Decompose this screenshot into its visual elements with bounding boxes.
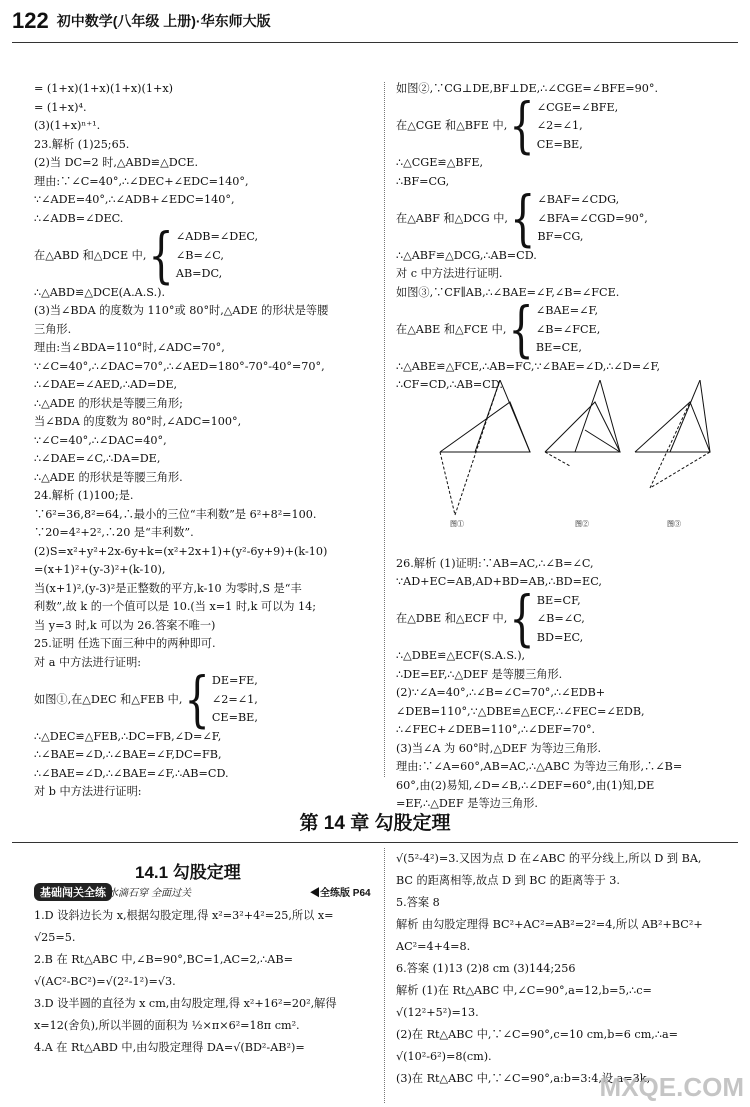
brace-item: BE=CF, bbox=[536, 593, 581, 607]
text-line: 3.D 设半圆的直径为 x cm,由勾股定理,得 x²+16²=20²,解得 bbox=[34, 997, 337, 1010]
brace-prefix: 在△DBE 和△ECF 中, bbox=[396, 612, 508, 625]
text-line: 当 y=3 时,k 可以为 26.答案不唯一) bbox=[34, 618, 216, 632]
text-line: 4.A 在 Rt△ABD 中,由勾股定理得 DA=√(BD²-AB²)= bbox=[34, 1041, 305, 1054]
text-line: ∴∠FEC+∠DEB=110°,∴∠DEF=70°. bbox=[396, 723, 596, 736]
text-line: BC 的距离相等,故点 D 到 BC 的距离等于 3. bbox=[396, 874, 620, 887]
brace-prefix: 如图①,在△DEC 和△FEB 中, bbox=[34, 692, 183, 706]
brace-prefix: 在△ABF 和△DCG 中, bbox=[396, 211, 508, 225]
brace-item: ∠B=∠FCE, bbox=[535, 322, 601, 336]
text-line: 如图③,∵CF∥AB,∴∠BAE=∠F,∠B=∠FCE. bbox=[396, 285, 620, 299]
text-line: ∴DE=EF,∴△DEF 是等腰三角形. bbox=[396, 667, 563, 681]
section-badge: 基础闯关全练 bbox=[34, 883, 112, 901]
text-line: ∴△DEC≌△FEB,∴DC=FB,∠D=∠F, bbox=[34, 729, 222, 743]
brace-item: ∠CGE=∠BFE, bbox=[536, 100, 619, 114]
brace-symbol: { bbox=[509, 584, 535, 654]
text-line: ∴∠BAE=∠D,∴∠BAE=∠F,∴AB=CD. bbox=[34, 766, 229, 780]
text-line: 25.证明 任选下面三种中的两种即可. bbox=[34, 637, 216, 650]
text-line: √(12²+5²)=13. bbox=[396, 1006, 479, 1019]
brace-item: ∠B=∠C, bbox=[536, 612, 585, 625]
brace-item: CE=BE, bbox=[536, 137, 583, 151]
text-line: (3)(1+x)ⁿ⁺¹. bbox=[34, 119, 101, 132]
brace-item: DE=FE, bbox=[211, 674, 258, 687]
text-line: 对 b 中方法进行证明: bbox=[34, 785, 142, 798]
column-divider bbox=[384, 82, 385, 777]
brace-symbol: { bbox=[508, 295, 534, 365]
left-column bbox=[34, 80, 370, 802]
text-line: 23.解析 (1)25;65. bbox=[34, 137, 130, 151]
congruence-brace bbox=[396, 295, 741, 365]
text-line: √(5²-4²)=3.又因为点 D 在∠ABC 的平分线上,所以 D 到 BA, bbox=[396, 852, 702, 865]
watermark-logo: MXQE.COM bbox=[599, 1072, 744, 1102]
text-line: 6.答案 (1)13 (2)8 cm (3)144;256 bbox=[396, 962, 576, 975]
text-line: √25=5. bbox=[34, 931, 76, 944]
text-line: 理由:当∠BDA=110°时,∠ADC=70°, bbox=[34, 341, 225, 354]
text-line: (2)当 DC=2 时,△ABD≌△DCE. bbox=[34, 156, 199, 169]
text-line: ∴△ABD≌△DCE(A.A.S.). bbox=[34, 285, 166, 299]
text-line: ∴△CGE≌△BFE, bbox=[396, 156, 484, 169]
text-line: 当(x+1)²,(y-3)²是正整数的平方,k-10 为零时,S 是“丰 bbox=[34, 581, 302, 595]
text-line: 对 a 中方法进行证明: bbox=[34, 655, 142, 669]
geometry-figures bbox=[405, 380, 745, 530]
text-line: 三角形. bbox=[34, 322, 72, 336]
text-line: = (1+x)⁴. bbox=[34, 100, 87, 114]
text-line: 5.答案 8 bbox=[396, 896, 440, 909]
brace-symbol: { bbox=[148, 221, 174, 291]
page-header bbox=[12, 6, 271, 36]
text-line: =EF,∴△DEF 是等边三角形. bbox=[396, 797, 538, 810]
brace-prefix: 在△ABE 和△FCE 中, bbox=[396, 322, 507, 336]
bottom-column-divider bbox=[384, 848, 385, 1103]
text-line: 理由:∵∠C=40°,∴∠DEC+∠EDC=140°, bbox=[34, 174, 249, 188]
brace-item: ∠2=∠1, bbox=[536, 119, 583, 132]
brace-symbol: { bbox=[184, 665, 210, 735]
section-ref: ◀全练版 P64 bbox=[310, 888, 371, 899]
congruence-brace bbox=[34, 665, 370, 735]
text-line: 对 c 中方法进行证明. bbox=[396, 267, 503, 280]
text-line: x=12(舍负),所以半圆的面积为 ½×π×6²=18π cm². bbox=[34, 1019, 300, 1032]
header-rule bbox=[12, 42, 738, 43]
brace-item: AB=DC, bbox=[175, 267, 223, 280]
text-line: ∴△ADE 的形状是等腰三角形; bbox=[34, 396, 183, 410]
brace-item: BD=EC, bbox=[536, 630, 584, 644]
text-line: √(10²-6²)=8(cm). bbox=[396, 1050, 492, 1063]
text-line: 理由:∵∠A=60°,AB=AC,∴△ABC 为等边三角形,∴∠B= bbox=[396, 760, 683, 773]
text-line: (2)在 Rt△ABC 中,∵∠C=90°,c=10 cm,b=6 cm,∴a= bbox=[396, 1028, 679, 1041]
text-line: AC²=4+4=8. bbox=[396, 940, 471, 953]
text-line: ∴∠DAE=∠AED,∴AD=DE, bbox=[34, 378, 178, 391]
text-line: = (1+x)(1+x)(1+x)(1+x) bbox=[34, 82, 174, 95]
text-line: ∴BF=CG, bbox=[396, 174, 450, 188]
text-line: ∵∠C=40°,∴∠DAC=70°,∴∠AED=180°-70°-40°=70°, bbox=[34, 359, 325, 373]
congruence-brace bbox=[396, 584, 741, 654]
text-line: 2.B 在 Rt△ABC 中,∠B=90°,BC=1,AC=2,∴AB= bbox=[34, 953, 293, 966]
text-line: 60°,由(2)易知,∠D=∠B,∴∠DEF=60°,由(1)知,DE bbox=[396, 778, 655, 792]
text-line: 当∠BDA 的度数为 80°时,∠ADC=100°, bbox=[34, 415, 242, 428]
brace-item: ∠ADB=∠DEC, bbox=[175, 230, 259, 243]
text-line: √(AC²-BC²)=√(2²-1²)=√3. bbox=[34, 975, 176, 988]
bottom-left-column bbox=[34, 905, 370, 1059]
text-line: 如图②,∵CG⊥DE,BF⊥DE,∴∠CGE=∠BFE=90°. bbox=[396, 82, 659, 95]
text-line: ∵20=4²+2²,∴20 是“丰利数”. bbox=[34, 526, 194, 539]
brace-prefix: 在△CGE 和△BFE 中, bbox=[396, 119, 508, 132]
section-slogan: 水滴石穿 全面过关 bbox=[108, 888, 192, 899]
text-line: 利数”,故 k 的一个值可以是 10.(当 x=1 时,k 可以为 14; bbox=[34, 600, 317, 613]
text-line: 解析 由勾股定理得 BC²+AC²=AB²=2²=4,所以 AB²+BC²+ bbox=[396, 918, 703, 931]
text-line: (3)在 Rt△ABC 中,∵∠C=90°,a:b=3:4,设 a=3k, bbox=[396, 1072, 651, 1085]
brace-symbol: { bbox=[509, 91, 535, 161]
text-line: (2)∵∠A=40°,∴∠B=∠C=70°,∴∠EDB+ bbox=[396, 686, 606, 699]
text-line: ∵∠ADE=40°,∴∠ADB+∠EDC=140°, bbox=[34, 193, 235, 206]
text-line: 1.D 设斜边长为 x,根据勾股定理,得 x²=3²+4²=25,所以 x= bbox=[34, 909, 334, 922]
text-line: ∵6²=36,8²=64,∴最小的三位“丰利数”是 6²+8²=100. bbox=[34, 507, 317, 521]
brace-item: BE=CE, bbox=[535, 341, 582, 354]
text-line: (3)当∠A 为 60°时,△DEF 为等边三角形. bbox=[396, 741, 602, 755]
text-line: ∴△ADE 的形状是等腰三角形. bbox=[34, 470, 183, 484]
page-number: 122 bbox=[12, 8, 49, 33]
text-line: ∴CF=CD,∴AB=CD. bbox=[396, 378, 503, 391]
text-line: ∴∠DAE=∠C,∴DA=DE, bbox=[34, 452, 161, 465]
section-title: 14.1 勾股定理 bbox=[135, 863, 241, 882]
text-line: 24.解析 (1)100;是. bbox=[34, 489, 134, 502]
text-line: ∴∠BAE=∠D,∴∠BAE=∠F,DC=FB, bbox=[34, 748, 222, 761]
chapter-title: 第 14 章 勾股定理 bbox=[299, 813, 451, 834]
text-line: ∴△DBE≌△ECF(S.A.S.), bbox=[396, 649, 526, 662]
text-line: ∴∠ADB=∠DEC. bbox=[34, 211, 124, 225]
bottom-right-column bbox=[396, 848, 741, 1090]
text-line: 解析 (1)在 Rt△ABC 中,∠C=90°,a=12,b=5,∴c= bbox=[396, 984, 652, 997]
text-line: ∠DEB=110°,∵△DBE≌△ECF,∴∠FEC=∠EDB, bbox=[396, 704, 645, 718]
figure-label-2: 图② bbox=[575, 520, 589, 528]
brace-item: ∠BAE=∠F, bbox=[535, 304, 599, 317]
brace-item: CE=BE, bbox=[211, 711, 258, 724]
chapter-rule bbox=[12, 842, 738, 843]
brace-symbol: { bbox=[509, 184, 536, 254]
congruence-brace bbox=[34, 221, 370, 291]
congruence-brace bbox=[396, 184, 741, 254]
text-line: ∵AD+EC=AB,AD+BD=AB,∴BD=EC, bbox=[396, 575, 602, 588]
brace-item: ∠BFA=∠CGD=90°, bbox=[537, 211, 648, 225]
brace-item: ∠B=∠C, bbox=[175, 248, 224, 262]
text-line: ∴△ABF≌△DCG,∴AB=CD. bbox=[396, 248, 537, 262]
text-line: ∴△ABE≌△FCE,∴AB=FC,∵∠BAE=∠D,∴∠D=∠F, bbox=[396, 359, 661, 373]
text-line: (3)当∠BDA 的度数为 110°或 80°时,△ADE 的形状是等腰 bbox=[34, 304, 329, 317]
brace-item: ∠2=∠1, bbox=[211, 692, 258, 706]
book-title: 初中数学(八年级 上册)·华东师大版 bbox=[56, 13, 271, 29]
text-line: 26.解析 (1)证明:∵AB=AC,∴∠B=∠C, bbox=[396, 556, 594, 570]
brace-item: BF=CG, bbox=[537, 230, 584, 243]
text-line: ∵∠C=40°,∴∠DAC=40°, bbox=[34, 433, 167, 447]
brace-prefix: 在△ABD 和△DCE 中, bbox=[34, 248, 147, 262]
congruence-brace bbox=[396, 91, 741, 161]
brace-item: ∠BAF=∠CDG, bbox=[537, 193, 620, 206]
figure-label-1: 图① bbox=[450, 520, 464, 528]
figure-label-3: 图③ bbox=[667, 520, 681, 528]
text-line: (2)S=x²+y²+2x-6y+k=(x²+2x+1)+(y²-6y+9)+(k-10) bbox=[34, 544, 328, 558]
text-line: =(x+1)²+(y-3)²+(k-10), bbox=[34, 563, 166, 576]
